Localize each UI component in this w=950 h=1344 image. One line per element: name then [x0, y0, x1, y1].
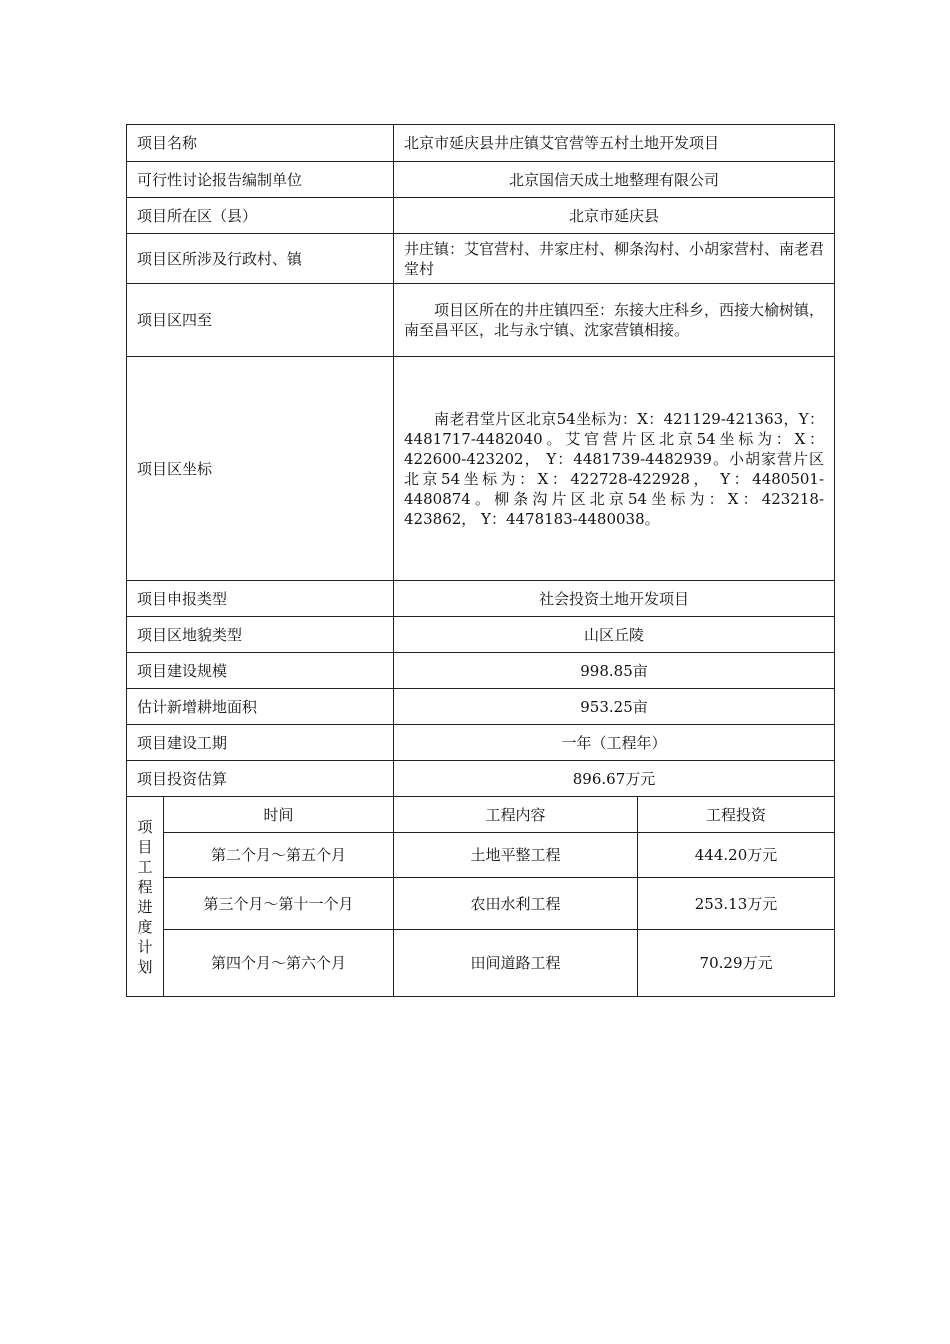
county-value: 北京市延庆县 [394, 198, 835, 234]
compiler-value: 北京国信天成土地整理有限公司 [394, 162, 835, 198]
table-row [127, 125, 835, 162]
table-row [127, 198, 835, 234]
table-row [127, 653, 835, 689]
row-label: 项目区四至 [127, 284, 394, 357]
table-row [127, 162, 835, 198]
row-label: 项目区坐标 [127, 357, 394, 581]
schedule-side-label: 项 目 工 程 进 度 计 划 [127, 797, 164, 997]
row-label: 项目建设工期 [127, 725, 394, 761]
table-row [127, 357, 835, 581]
row-label: 项目名称 [127, 125, 394, 162]
schedule-time: 第三个月～第十一个月 [164, 878, 394, 930]
project-info-sheet [126, 124, 834, 997]
row-label: 项目所在区（县） [127, 198, 394, 234]
row-label: 项目区地貌类型 [127, 617, 394, 653]
schedule-time: 第四个月～第六个月 [164, 930, 394, 997]
villages-value: 井庄镇：艾官营村、井家庄村、柳条沟村、小胡家营村、南老君堂村 [394, 234, 835, 284]
schedule-content: 土地平整工程 [394, 833, 638, 878]
coordinates-value: 南老君堂片区北京54坐标为：X：421129-421363，Y：4481717-4482040。艾官营片区北京54坐标为：X：422600-423202， Y：4481739-4482939。小胡家营片区北京54坐标为：X：422728-422928， Y：4480501-4480874。柳条沟片区北京54坐标为：X：423218-423862， Y：4478183-4480038。 [404, 409, 825, 528]
schedule-time: 第二个月～第五个月 [164, 833, 394, 878]
table-row [127, 725, 835, 761]
schedule-row [127, 930, 835, 997]
declaration-type-value: 社会投资土地开发项目 [394, 581, 835, 617]
table-row [127, 689, 835, 725]
header-investment: 工程投资 [638, 797, 835, 833]
schedule-row [127, 878, 835, 930]
project-name-value: 北京市延庆县井庄镇艾官营等五村土地开发项目 [394, 125, 835, 162]
schedule-investment: 444.20万元 [638, 833, 835, 878]
table-row [127, 284, 835, 357]
boundaries-value: 项目区所在的井庄镇四至：东接大庄科乡，西接大榆树镇，南至昌平区，北与永宁镇、沈家营镇相接。 [404, 301, 825, 339]
table-row [127, 617, 835, 653]
header-content: 工程内容 [394, 797, 638, 833]
table-row [127, 234, 835, 284]
table-row [127, 581, 835, 617]
row-label: 可行性讨论报告编制单位 [127, 162, 394, 198]
schedule-row [127, 833, 835, 878]
row-label: 项目投资估算 [127, 761, 394, 797]
row-label: 项目申报类型 [127, 581, 394, 617]
row-label: 项目建设规模 [127, 653, 394, 689]
row-label: 项目区所涉及行政村、镇 [127, 234, 394, 284]
schedule-investment: 253.13万元 [638, 878, 835, 930]
schedule-investment: 70.29万元 [638, 930, 835, 997]
row-label: 估计新增耕地面积 [127, 689, 394, 725]
investment-estimate-value: 896.67万元 [394, 761, 835, 797]
scale-value: 998.85亩 [394, 653, 835, 689]
new-farmland-value: 953.25亩 [394, 689, 835, 725]
schedule-header-row [127, 797, 835, 833]
landform-value: 山区丘陵 [394, 617, 835, 653]
schedule-content: 田间道路工程 [394, 930, 638, 997]
project-info-table [126, 124, 835, 997]
schedule-content: 农田水利工程 [394, 878, 638, 930]
table-row [127, 761, 835, 797]
header-time: 时间 [164, 797, 394, 833]
duration-value: 一年（工程年） [394, 725, 835, 761]
